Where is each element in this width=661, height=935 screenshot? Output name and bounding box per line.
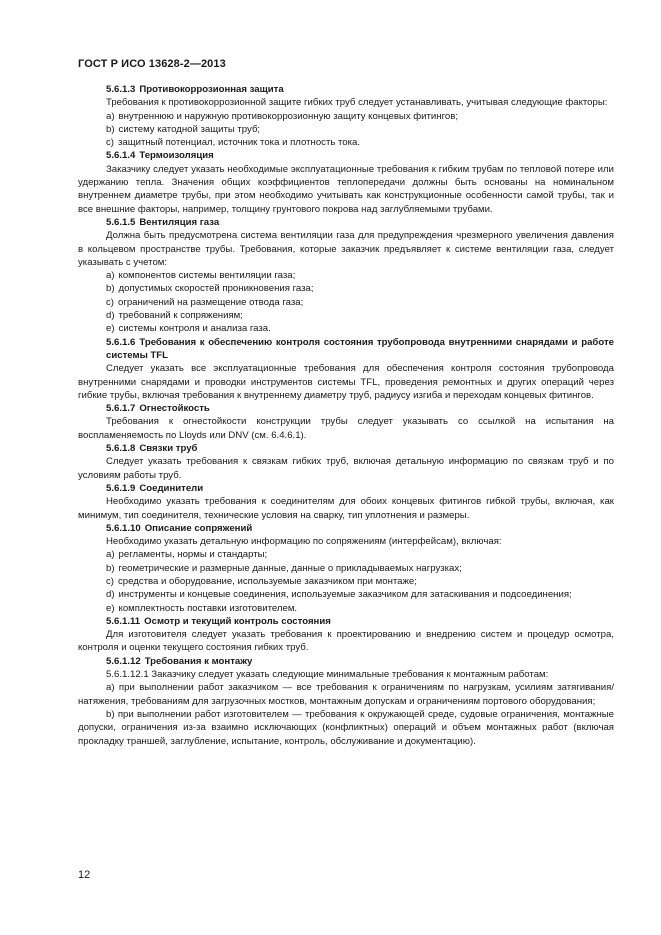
list-item: b) при выполнении работ изготовителем — требования к окружающей среде, судовые ограничения, монтажные допуски, ограничения из-за взаимно исключающих (конфликтных) операций и объем монтажных работ (включая прокладку траншей, заглубление, испытание, контроль, обслуживание и документацию). [78,708,615,747]
list-item: a) при выполнении работ заказчиком — все требования к ограничениям по нагрузкам, усилиям затягивания/натяжения, требованиям для загрузочных мостков, монтажным допускам и ограничениям портового оборудования; [78,682,615,707]
list-item: c) средства и оборудование, используемые заказчиком при монтаже; [106,575,417,587]
paragraph: Должна быть предусмотрена система вентиляции газа для предупреждения чрезмерного увеличения давления в кольцевом пространстве трубы. Требования, которые заказчик предъявляет к системе вентиляции газа, следует указывать с учетом: [78,230,614,268]
list-item: d) требований к сопряжениям; [106,310,243,322]
page-header: ГОСТ Р ИСО 13628-2—2013 [78,58,226,70]
section-heading: 5.6.1.6 Требования к обеспечению контроля состояния трубопровода внутренними снарядами и работе системы TFL [106,336,614,361]
paragraph: Следует указать все эксплуатационные требования для обеспечения контроля состояния трубопровода внутренними снарядами и проводки инструментов системы TFL, проведения ремонтных и других операций через гибкие трубы, включая требования к внутреннему диаметру труб, радиусу изгиба и переходам концевых фитингов. [78,363,614,401]
paragraph: Необходимо указать требования к соединителям для обоих концевых фитингов гибкой трубы, включая, как минимум, тип соединителя, технические условия на сварку, тип уплотнения и размеры. [78,496,614,521]
paragraph: Для изготовителя следует указать требования к проектированию и внедрению систем и процедур осмотра, контроля и оценки текущего состояния гибких труб. [78,629,614,654]
list-item: c) ограничений на размещение отвода газа; [106,296,304,308]
list-item: b) геометрические и размерные данные, данные о прикладываемых нагрузках; [106,562,462,574]
section-heading: 5.6.1.5 Вентиляция газа [106,216,220,228]
paragraph: Необходимо указать детальную информацию по сопряжениям (интерфейсам), включая: [106,536,502,548]
list-item: e) системы контроля и анализа газа. [106,323,271,335]
list-item: c) защитный потенциал, источник тока и плотность тока. [106,137,361,149]
paragraph: Требования к противокоррозионной защите гибких труб следует устанавливать, учитывая следующие факторы: [106,97,608,109]
section-heading: 5.6.1.7 Огнестойкость [106,403,210,415]
list-item: d) инструменты и концевые соединения, используемые заказчиком для затаскивания и подсоединения; [106,589,572,601]
list-item: a) компонентов системы вентиляции газа; [106,270,296,282]
section-heading: 5.6.1.3 Противокоррозионная защита [106,84,284,95]
page-number: 12 [78,869,91,881]
list-item: e) комплектность поставки изготовителем. [106,602,298,614]
list-item: b) допустимых скоростей проникновения газа; [106,283,314,295]
paragraph: Следует указать требования к связкам гибких труб, включая детальную информацию по связкам труб и по условиям работы труб. [78,456,614,481]
section-heading: 5.6.1.12 Требования к монтажу [106,655,253,667]
document-body [78,83,614,748]
section-heading: 5.6.1.9 Соединители [106,482,204,494]
section-heading: 5.6.1.8 Связки труб [106,443,198,455]
list-item: a) регламенты, нормы и стандарты; [106,549,268,561]
paragraph: Требования к огнестойкости конструкции трубы следует указывать со ссылкой на испытания на воспламеняемость по Lloyds или DNV (см. 6.4.6.1). [78,416,614,441]
section-heading: 5.6.1.4 Термоизоляция [106,150,214,162]
list-item: a) внутреннюю и наружную противокоррозионную защиту концевых фитингов; [106,110,458,122]
subsection-paragraph: 5.6.1.12.1 Заказчику следует указать следующие минимальные требования к монтажным работам: [106,669,549,681]
section-heading: 5.6.1.11 Осмотр и текущий контроль состояния [106,615,331,627]
paragraph: Заказчику следует указать необходимые эксплуатационные требования к гибким трубам по тепловой потере или удержанию тепла. Значения общих коэффициентов теплопередачи должны быть основаны на номинальном внутреннем диаметре трубы, при этом необходимо учитывать как конструкционные особенности самой трубы, так и все внешние факторы, например, толщину грунтового покрова над заглубляемыми трубами. [78,163,614,215]
list-item: b) систему катодной защиты труб; [106,123,261,135]
section-heading: 5.6.1.10 Описание сопряжений [106,522,253,534]
